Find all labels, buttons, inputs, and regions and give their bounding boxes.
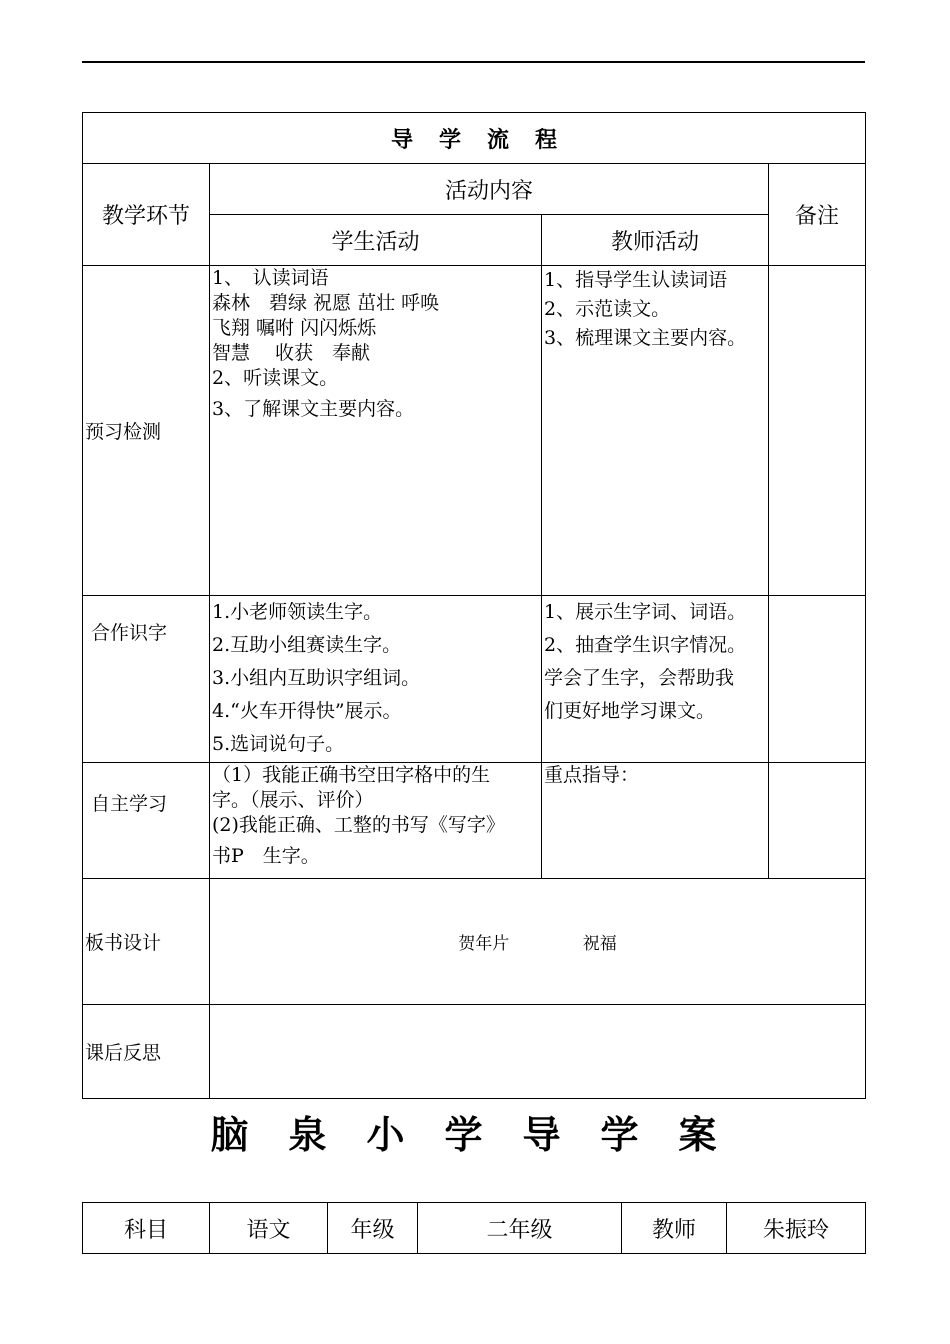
activity-column-header: 活动内容: [210, 164, 769, 215]
list-item: 书P 生字。: [212, 845, 320, 867]
school-title: 脑泉小学导学案: [210, 1112, 757, 1157]
list-item: 2.互助小组赛读生字。: [212, 634, 402, 656]
cooperate-teacher-activity: [542, 596, 769, 763]
list-item: 1、展示生字词、词语。: [544, 601, 747, 623]
list-item: 1、指导学生认读词语: [544, 269, 728, 291]
guide-flow-table: [82, 112, 866, 1099]
teacher-value: 朱振玲: [727, 1203, 866, 1254]
subject-label: 科目: [83, 1203, 210, 1254]
student-activity-header: 学生活动: [210, 215, 542, 266]
row-label-board: 板书设计: [83, 879, 210, 1005]
row-label-preview: 预习检测: [83, 266, 210, 596]
cooperate-notes: [769, 596, 866, 763]
list-item: 4.“火车开得快”展示。: [212, 700, 402, 722]
list-item: 3.小组内互助识字组词。: [212, 667, 421, 689]
self-study-notes: [769, 763, 866, 879]
board-design-content: [210, 879, 866, 1005]
reflection-content: [210, 1005, 866, 1099]
self-study-teacher-activity: [542, 763, 769, 879]
list-item: 2、抽查学生识字情况。: [544, 634, 747, 656]
list-item: 3、了解课文主要内容。: [212, 398, 415, 420]
list-item: 字。（展示、评价）: [212, 789, 374, 811]
grade-label: 年级: [328, 1203, 418, 1254]
list-item: （1）我能正确书空田字格中的生: [212, 764, 491, 786]
lesson-meta-table: [82, 1202, 866, 1254]
preview-notes: [769, 266, 866, 596]
flow-title: 导学流程: [83, 113, 866, 164]
list-item: 2、听读课文。: [212, 367, 339, 389]
teacher-activity-header: 教师活动: [542, 215, 769, 266]
list-item: 森林 碧绿 祝愿 茁壮 呼唤: [212, 292, 440, 314]
list-item: 飞翔 嘱咐 闪闪烁烁: [212, 317, 377, 339]
list-item: 3、梳理课文主要内容。: [544, 327, 747, 349]
self-study-student-activity: [210, 763, 542, 879]
list-item: 重点指导：: [544, 764, 640, 786]
teacher-label: 教师: [622, 1203, 727, 1254]
list-item: (2)我能正确、工整的书写《写字》: [212, 814, 505, 836]
list-item: 们更好地学习课文。: [544, 700, 716, 722]
list-item: 1.小老师领读生字。: [212, 601, 383, 623]
list-item: 2、示范读文。: [544, 298, 671, 320]
cooperate-student-activity: [210, 596, 542, 763]
list-item: 1、 认读词语: [212, 267, 329, 289]
row-label-self-study: 自主学习: [83, 763, 210, 879]
notes-column-header: 备注: [769, 164, 866, 266]
row-label-cooperate: 合作识字: [83, 596, 210, 763]
row-label-reflection: 课后反思: [83, 1005, 210, 1099]
grade-value: 二年级: [418, 1203, 622, 1254]
list-item: 学会了生字，会帮助我: [544, 667, 735, 689]
list-item: 智慧 收获 奉献: [212, 342, 371, 364]
section-column-header: 教学环节: [83, 164, 210, 266]
preview-student-activity: [210, 266, 542, 596]
subject-value: 语文: [210, 1203, 328, 1254]
board-item: 贺年片: [458, 934, 510, 954]
header-rule: [82, 61, 865, 63]
board-item: 祝福: [582, 934, 617, 954]
list-item: 5.选词说句子。: [212, 733, 345, 755]
preview-teacher-activity: [542, 266, 769, 596]
